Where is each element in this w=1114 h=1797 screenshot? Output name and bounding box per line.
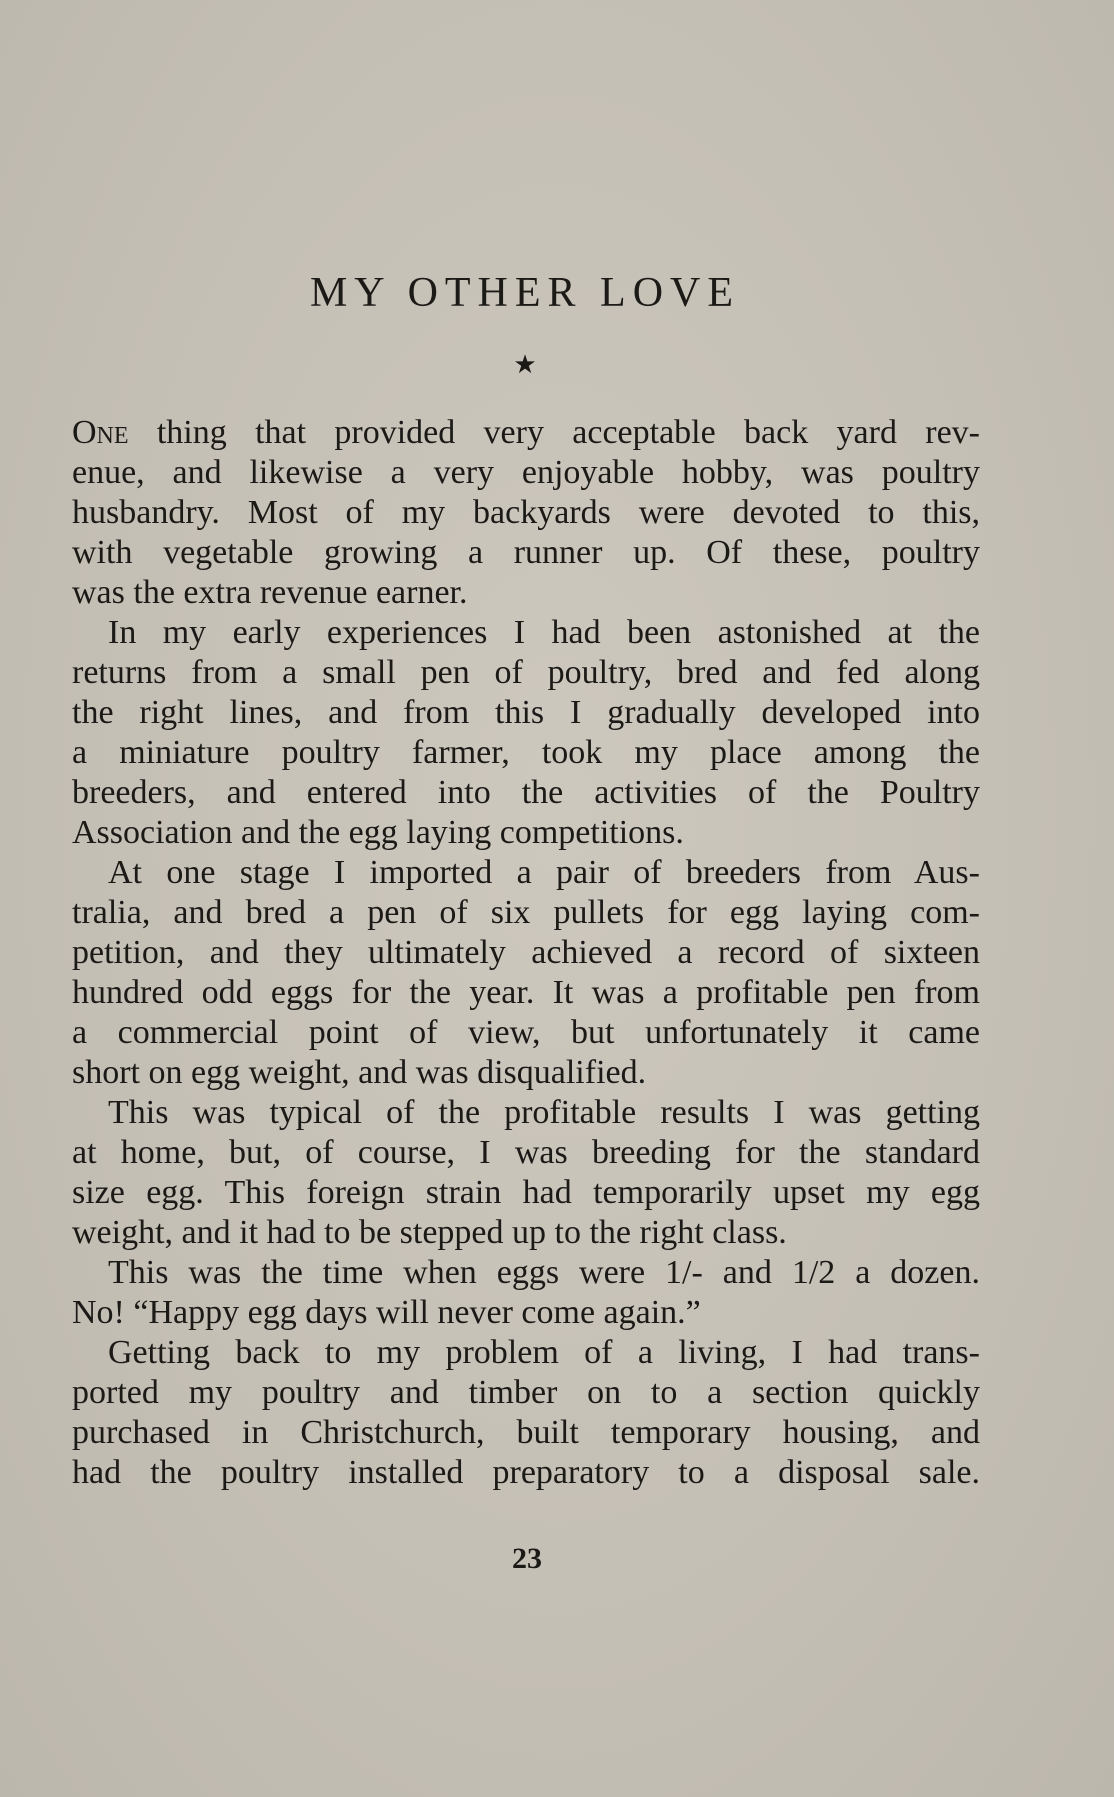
text-line — [72, 413, 980, 453]
text-line: This was typical of the profitable results I was getting — [108, 1094, 980, 1131]
text-line: a miniature poultry farmer, took my place among the — [72, 734, 980, 771]
paragraph — [72, 613, 980, 853]
text-line: purchased in Christchurch, built temporary housing, and — [72, 1414, 980, 1451]
text-line: In my early experiences I had been astonished at the — [108, 614, 980, 651]
paragraph — [72, 1253, 980, 1333]
text-line: at home, but, of course, I was breeding for the standard — [72, 1134, 980, 1171]
text-line: tralia, and bred a pen of six pullets for egg laying com- — [72, 894, 980, 931]
text-line: At one stage I imported a pair of breeders from Aus- — [108, 854, 980, 891]
text-line: enue, and likewise a very enjoyable hobby, was poultry — [72, 454, 980, 491]
paragraph — [72, 853, 980, 1093]
text-line: had the poultry installed preparatory to a disposal sale. — [72, 1454, 980, 1491]
paragraph — [72, 1093, 980, 1253]
text-line: breeders, and entered into the activities of the Poultry — [72, 774, 980, 811]
text-line: size egg. This foreign strain had temporarily upset my egg — [72, 1174, 980, 1211]
text-line: No! “Happy egg days will never come again.” — [72, 1294, 701, 1331]
star-ornament-icon: ★ — [513, 350, 537, 379]
text-line: Association and the egg laying competitions. — [72, 814, 684, 851]
text-line: a commercial point of view, but unfortunately it came — [72, 1014, 980, 1051]
text-line: short on egg weight, and was disqualified. — [72, 1054, 647, 1091]
text-line: ported my poultry and timber on to a section quickly — [72, 1374, 980, 1411]
text-line: Getting back to my problem of a living, I had trans- — [108, 1334, 980, 1371]
text-line: weight, and it had to be stepped up to the right class. — [72, 1214, 787, 1251]
text-line: with vegetable growing a runner up. Of these, poultry — [72, 534, 980, 571]
lead-word: One — [72, 414, 129, 451]
text-line: the right lines, and from this I gradually developed into — [72, 694, 980, 731]
chapter-body — [72, 413, 980, 1493]
text-line: returns from a small pen of poultry, bred and fed along — [72, 654, 980, 691]
chapter-title: MY OTHER LOVE — [309, 270, 741, 316]
text-line: husbandry. Most of my backyards were devoted to this, — [72, 494, 980, 531]
text-line: hundred odd eggs for the year. It was a profitable pen from — [72, 974, 980, 1011]
line-text: thing that provided very acceptable back yard rev- — [128, 414, 980, 451]
text-line: This was the time when eggs were 1/- and 1/2 a dozen. — [108, 1254, 980, 1291]
text-line: petition, and they ultimately achieved a record of sixteen — [72, 934, 980, 971]
paragraph — [72, 1333, 980, 1493]
text-line: was the extra revenue earner. — [72, 574, 468, 611]
page-number: 23 — [512, 1542, 542, 1575]
paragraph — [72, 413, 980, 613]
